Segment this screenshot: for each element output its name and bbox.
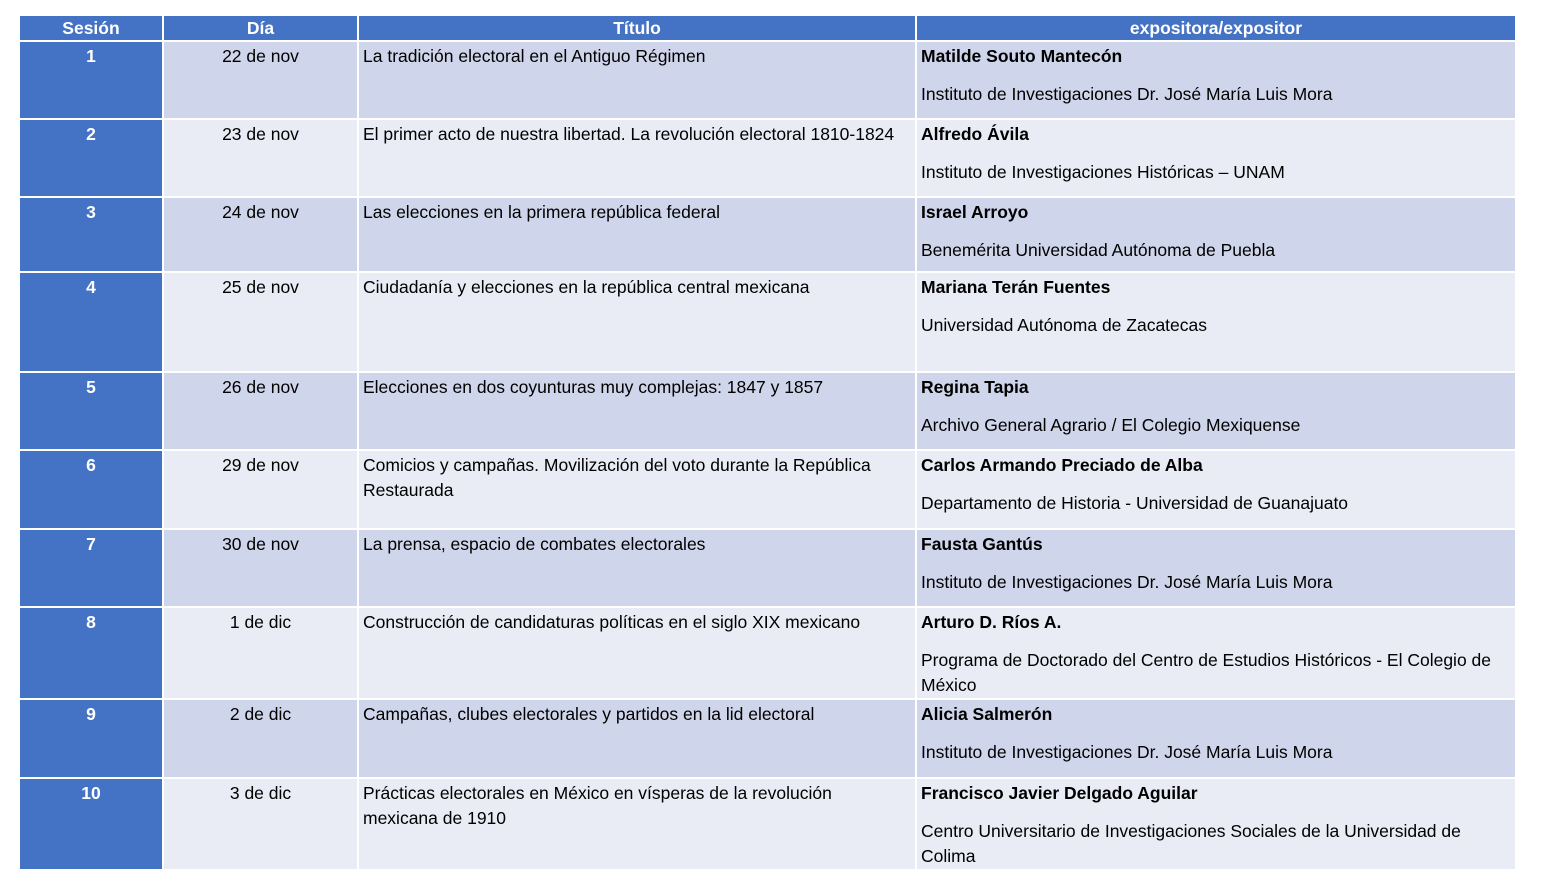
table-row <box>19 450 1516 529</box>
session-day: 23 de nov <box>163 119 358 197</box>
session-number: 9 <box>19 699 163 778</box>
session-number: 4 <box>19 272 163 372</box>
table-row <box>19 529 1516 607</box>
speaker-name: Alfredo Ávila <box>921 124 1029 144</box>
session-title: Construcción de candidaturas políticas en el siglo XIX mexicano <box>358 607 916 699</box>
header-speaker: expositora/expositor <box>916 15 1516 41</box>
session-number: 6 <box>19 450 163 529</box>
speaker-cell <box>916 119 1516 197</box>
table-row <box>19 607 1516 699</box>
speaker-name: Mariana Terán Fuentes <box>921 277 1111 297</box>
speaker-institution: Instituto de Investigaciones Dr. José María Luis Mora <box>921 742 1333 762</box>
speaker-name: Fausta Gantús <box>921 534 1043 554</box>
session-title: Comicios y campañas. Movilización del voto durante la República Restaurada <box>358 450 916 529</box>
speaker-cell <box>916 607 1516 699</box>
session-day: 30 de nov <box>163 529 358 607</box>
session-day: 22 de nov <box>163 41 358 119</box>
session-number: 7 <box>19 529 163 607</box>
session-day: 29 de nov <box>163 450 358 529</box>
speaker-institution: Instituto de Investigaciones Dr. José María Luis Mora <box>921 572 1333 592</box>
speaker-name: Regina Tapia <box>921 377 1029 397</box>
session-day: 24 de nov <box>163 197 358 272</box>
speaker-name: Israel Arroyo <box>921 202 1029 222</box>
speaker-name: Alicia Salmerón <box>921 704 1053 724</box>
session-number: 2 <box>19 119 163 197</box>
session-title: Prácticas electorales en México en vísperas de la revolución mexicana de 1910 <box>358 778 916 870</box>
table-row <box>19 778 1516 870</box>
speaker-institution: Departamento de Historia - Universidad de Guanajuato <box>921 493 1349 513</box>
session-title: Ciudadanía y elecciones en la república central mexicana <box>358 272 916 372</box>
session-day: 25 de nov <box>163 272 358 372</box>
session-title: Elecciones en dos coyunturas muy complejas: 1847 y 1857 <box>358 372 916 450</box>
session-title: La prensa, espacio de combates electorales <box>358 529 916 607</box>
table-row <box>19 197 1516 272</box>
speaker-institution: Instituto de Investigaciones Históricas – UNAM <box>921 162 1285 182</box>
table-body <box>19 41 1516 870</box>
session-number: 3 <box>19 197 163 272</box>
speaker-name: Arturo D. Ríos A. <box>921 612 1062 632</box>
speaker-cell <box>916 41 1516 119</box>
session-number: 1 <box>19 41 163 119</box>
speaker-institution: Archivo General Agrario / El Colegio Mexiquense <box>921 415 1301 435</box>
speaker-cell <box>916 272 1516 372</box>
sessions-table <box>18 14 1517 871</box>
speaker-institution: Programa de Doctorado del Centro de Estudios Históricos - El Colegio de México <box>921 650 1492 695</box>
session-title: Campañas, clubes electorales y partidos en la lid electoral <box>358 699 916 778</box>
speaker-cell <box>916 778 1516 870</box>
table-row <box>19 372 1516 450</box>
speaker-institution: Centro Universitario de Investigaciones Sociales de la Universidad de Colima <box>921 821 1461 866</box>
session-number: 8 <box>19 607 163 699</box>
speaker-name: Francisco Javier Delgado Aguilar <box>921 783 1198 803</box>
speaker-institution: Instituto de Investigaciones Dr. José María Luis Mora <box>921 84 1333 104</box>
speaker-institution: Benemérita Universidad Autónoma de Puebla <box>921 240 1276 260</box>
session-number: 5 <box>19 372 163 450</box>
table-header <box>19 15 1516 41</box>
session-title: La tradición electoral en el Antiguo Régimen <box>358 41 916 119</box>
header-row <box>19 15 1516 41</box>
table-row <box>19 699 1516 778</box>
schedule-container <box>18 14 1515 871</box>
session-day: 26 de nov <box>163 372 358 450</box>
header-session: Sesión <box>19 15 163 41</box>
speaker-name: Carlos Armando Preciado de Alba <box>921 455 1203 475</box>
table-row <box>19 119 1516 197</box>
session-title: Las elecciones en la primera república federal <box>358 197 916 272</box>
header-day: Día <box>163 15 358 41</box>
session-day: 2 de dic <box>163 699 358 778</box>
session-day: 3 de dic <box>163 778 358 870</box>
speaker-cell <box>916 197 1516 272</box>
speaker-name: Matilde Souto Mantecón <box>921 46 1123 66</box>
session-title: El primer acto de nuestra libertad. La revolución electoral 1810-1824 <box>358 119 916 197</box>
speaker-institution: Universidad Autónoma de Zacatecas <box>921 315 1207 335</box>
speaker-cell <box>916 372 1516 450</box>
table-row <box>19 272 1516 372</box>
table-row <box>19 41 1516 119</box>
speaker-cell <box>916 450 1516 529</box>
session-number: 10 <box>19 778 163 870</box>
speaker-cell <box>916 699 1516 778</box>
header-title: Título <box>358 15 916 41</box>
speaker-cell <box>916 529 1516 607</box>
session-day: 1 de dic <box>163 607 358 699</box>
